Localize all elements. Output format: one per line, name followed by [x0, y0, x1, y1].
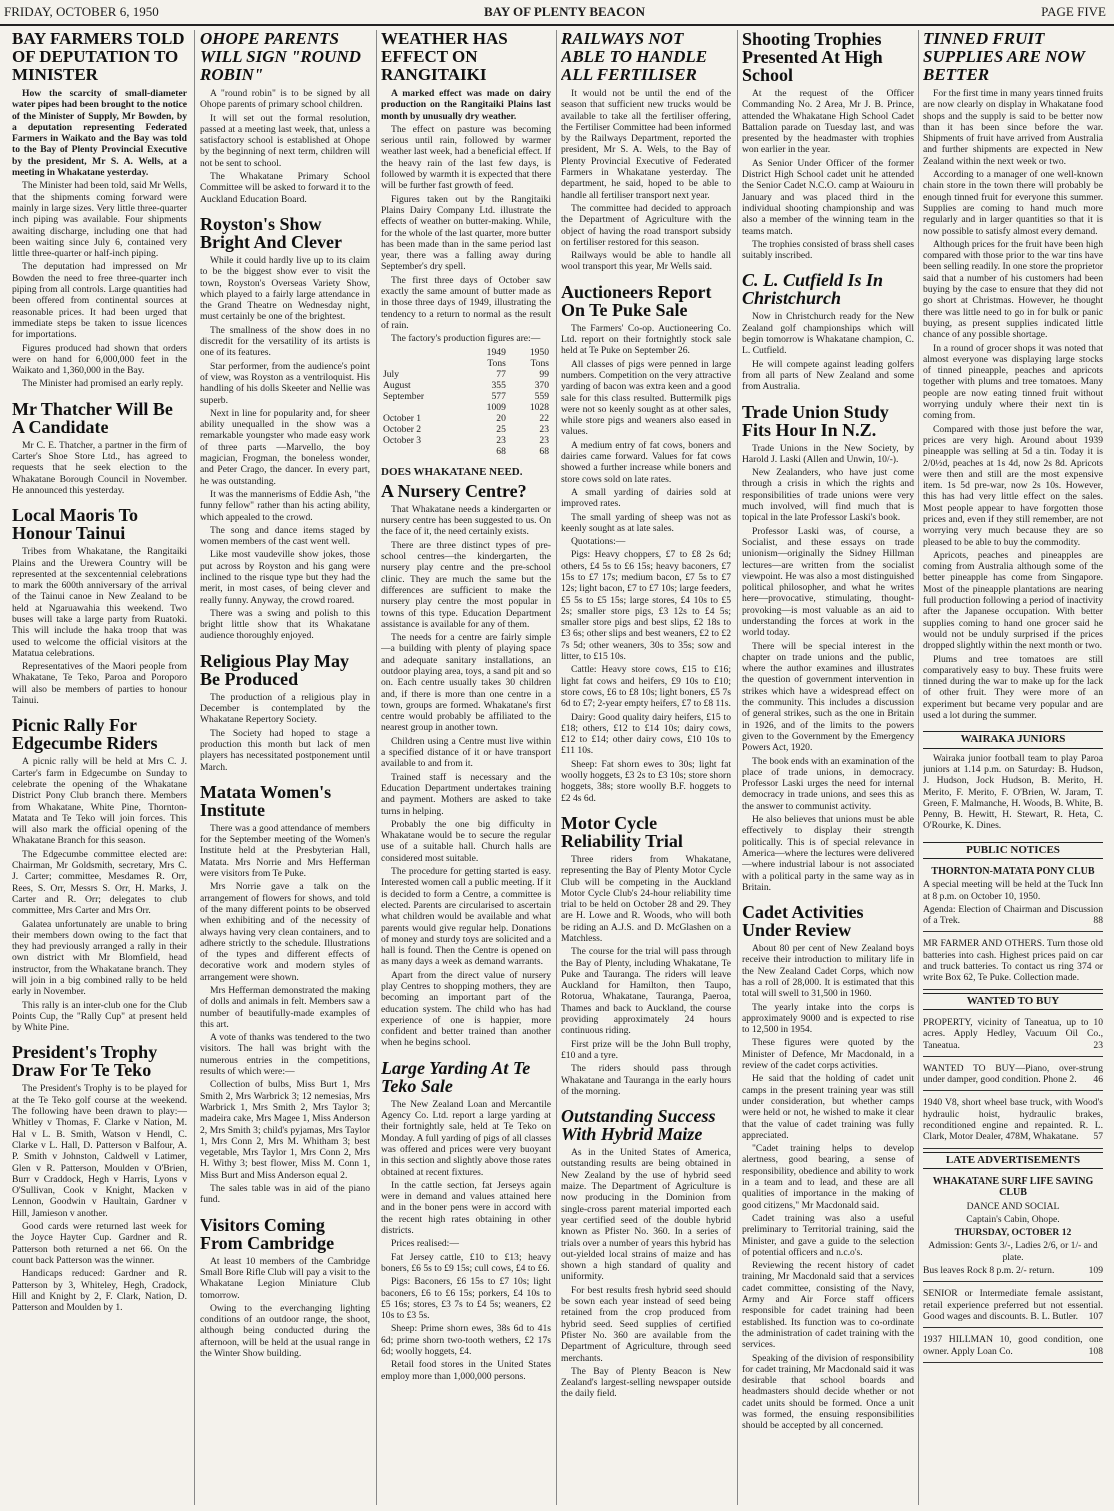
paragraph: It will set out the formal resolution, passed at a meeting last week, that, unless a satisfactory school is established at Ohope by the beginning of next term, children will not be sent to school.: [200, 112, 370, 169]
column-rule: [918, 30, 919, 1505]
paragraph: Next in line for popularity and, for sheer ability unequalled in the show was a remarkable youngster who made easy work of three parts —Marvello, the boy magician, Frogman, the boneless wonder, and Peter Crago, the dancer. In every part, he was outstanding.: [200, 407, 370, 487]
paragraph: Mr C. E. Thatcher, a partner in the firm of Carter's Shoe Store Ltd., has agreed to requests that he seek election to the Whakatane Borough Council in November. He announced this yesterday.: [12, 439, 187, 496]
paragraph: Speaking of the division of responsibility for cadet training, Mr Macdonald said it was desirable that school boards and headmasters should decide whether or not cadet units should be formed. Once a unit was formed, the ensuing responsibilities should be accepted by all concerned.: [742, 1352, 914, 1432]
paragraph: The effect on pasture was becoming serious until rain, followed by warmer weather last week, had a beneficial effect. If the heavy rain of the last few days, is followed by warmth it is expected that there will be further fast growth of feed.: [381, 123, 551, 192]
headline: Royston's Show Bright And Clever: [200, 213, 342, 252]
paragraph: Professor Laski was, of course, a Socialist, and these essays on trade unionism—originally the Sidney Hillman lectures—are written from the socialist viewpoint. He was also a most distinguished political philosopher, and what he writes here—provocative, stimulating, thought-provoking—is most valuable as an aid to understanding the forces at work in the world today.: [742, 525, 914, 639]
article-lead: A marked effect was made on dairy production on the Rangitaiki Plains last month by unusually dry weather.: [381, 88, 551, 122]
paragraph: Cadet training was also a useful preliminary to Territorial training, said the Minister, and gave a guide to the selection of potential officers and n.c.o's.: [742, 1212, 914, 1258]
article: [561, 30, 731, 273]
headline: Large Yarding At Te Teko Sale: [381, 1057, 531, 1096]
headline: WEATHER HAS EFFECT ON RANGITAIKI: [381, 30, 508, 84]
paragraph: The song and dance items staged by women members of the cast went well.: [200, 524, 370, 548]
ad-body: SENIOR or Intermediate female assistant, retail experience preferred but not essential. Good wages and discounts. B. L. Butler.: [923, 1288, 1103, 1322]
table-cell: [381, 446, 465, 457]
article: [12, 30, 187, 390]
paragraph: As in the United States of America, outstanding results are being obtained in New Zealand by the use of hybrid seed maize. The Department of Agriculture is now producing in the Dominion from single-cross parent material imported each year certified seed of the double hybrid known as Pfister No. 360. In a series of trials over a number of years this hybrid has out-yielded local strains of maize and has shown a high standard of quality and uniformity.: [561, 1147, 731, 1283]
article: [200, 30, 370, 205]
article: [561, 1107, 731, 1400]
table-cell: 23: [496, 434, 506, 446]
paragraph: Tribes from Whakatane, the Rangitaiki Plains and the Urewera Country will be represented at the sexcentennial celebrations to mark the 600th anniversary of the arrival of the Tainui canoe in New Zealand to be held at Ngaruawahia this weekend. Two buses will take a large party from Ruatoki. This will include the haka troop that was used to welcome the official visitors at the Matatua celebrations.: [12, 546, 187, 659]
table-cell: 20: [496, 412, 506, 424]
column-rule: [556, 30, 557, 1505]
page-number: PAGE FIVE: [1041, 4, 1106, 19]
paragraph: Dairy: Good quality dairy heifers, £15 to £18; others, £12 to £14 10s; dairy cows, £12 to £14; other dairy cows, £10 10s to £11 10s.: [561, 711, 731, 757]
production-table: [381, 347, 551, 457]
paragraph: Cattle: Heavy store cows, £15 to £16; light fat cows and heifers, £9 10s to £10; store cows, £6 to £8 10s; light boners, £5 7s 6d to £7; 2-year empty heifers, £7 to £8 11s.: [561, 664, 731, 710]
ad-text: [923, 904, 1103, 927]
paragraph: Trained staff is necessary and the Education Department undertakes training and payment. Mothers are asked to take turns in helping.: [381, 771, 551, 817]
paragraph: Like most vaudeville show jokes, those put across by Royston and his gang were inclined to the risque type but they had the merit, in most cases, of being clever and really funny. Anyway, the crowd roared.: [200, 549, 370, 606]
table-cell: [381, 347, 465, 358]
paragraph: The smallness of the show does in no discredit for the versatility of its artists is one of its features.: [200, 324, 370, 359]
paragraph: He also believes that unions must be able effectively to display their strength politically. This is of special relevance in America—where the lectures were delivered—where industrial labour is not associated with a political party in the same way as in Britain.: [742, 814, 914, 893]
paragraph: The committee had decided to approach the Department of Agriculture with the object of having the road transport subsidy on fertiliser restored for this season.: [561, 202, 731, 248]
column-6: [923, 30, 1103, 1508]
table-cell: Tons: [487, 357, 506, 369]
table-cell: 1949: [486, 346, 506, 358]
headline: Trade Union Study Fits Hour In N.Z.: [742, 401, 889, 440]
paragraph: Apricots, peaches and pineapples are coming from Australia although some of the better pineapple has come from Singapore. Most of the pineapple plantations are nearing full production following a period of inactivity after the Japanese occupation. With better supplies coming to hand one grocer said he would not be unduly surprised if the prices dropped slightly within the next month or two.: [923, 549, 1103, 652]
paragraph: The Minister had been told, said Mr Wells, that the shipments coming forward were mainly in large sizes. Very little three-quarter inch piping was available. Four shipments awaiting discharge, including one that had been waiting since July 6, contained very little three-quarter or half-inch piping.: [12, 180, 187, 260]
paragraph: The sales table was in aid of the piano fund.: [200, 1183, 370, 1206]
article: [12, 716, 187, 1033]
article: [12, 506, 187, 706]
table-cell: 1028: [529, 401, 549, 413]
headline: OHOPE PARENTS WILL SIGN "ROUND ROBIN": [200, 30, 361, 84]
paragraph: First prize will be the John Bull trophy, £10 and a tyre.: [561, 1038, 731, 1061]
paragraph: Representatives of the Maori people from Whakatane, Te Teko, Paroa and Poroporo will also be members of parties to honour Tainui.: [12, 661, 187, 707]
ad-agenda: Agenda: Election of Chairman and Discussion of a Trek.: [923, 903, 1103, 927]
paragraph: A picnic rally will be held at Mrs C. J. Carter's farm in Edgecumbe on Sunday to celebrate the opening of the Whakatane District Pony Club branch there. Members from Whakatane, White Pine, Thornton-Matata and Te Teko will join forces. This will also mark the official opening of the Whakatane Branch for this season.: [12, 756, 187, 847]
paragraph: Prices realised:—: [391, 1238, 459, 1250]
paragraph: As Senior Under Officer of the former District High School cadet unit he attended the Senior Cadet N.C.O. camp at Waiouru in January and was placed third in the individual shooting championship and was also a member of the winning team in the teams match.: [742, 157, 914, 237]
paragraph: Trade Unions in the New Society, by Harold J. Laski (Allen and Unwin, 10/-).: [742, 442, 914, 465]
masthead: [0, 0, 1114, 26]
paragraph: Children using a Centre must live within a specified distance of it or have transport available to and from it.: [381, 735, 551, 770]
column-rule: [376, 30, 377, 1505]
paragraph: For best results fresh hybrid seed should be sown each year instead of seed being retained from the crop produced from hybrid seed. Seed supplies of certified Pfister No. 360 are available from the Department of Agriculture, through seed merchants.: [561, 1284, 731, 1364]
headline: Religious Play May Be Produced: [200, 650, 349, 689]
paragraph: Owing to the everchanging lighting conditions of an outdoor range, the shoot, although being conducted during the afternoon, will be held at the usual range in the Winter Show building.: [200, 1302, 370, 1360]
paragraph: The Whakatane Primary School Committee will be asked to forward it to the Auckland Education Board.: [200, 171, 370, 205]
ad-batteries: [923, 935, 1103, 989]
ad-body: 1940 V8, short wheel base truck, with Wood's hydraulic hoist, hydraulic brakes, reconditioned engine and repainted. R. L. Clark, Motor Dealer, 478M, Whakatane.: [923, 1097, 1103, 1143]
paragraph: It would not be until the end of the season that sufficient new trucks would be available to take all the fertiliser offering, the Fertiliser Committee had been informed by the Railways Department, reported the president, Mr S. A. Wels, to the Bay of Plenty Provincial Executive of Federated Farmers in Whakatane yesterday. The department, he said, hoped to be able to handle all fertiliser transport next year.: [561, 88, 731, 201]
ad-text: [923, 1063, 1103, 1086]
ad-title: WHAKATANE SURF LIFE SAVING CLUB: [932, 1175, 1094, 1199]
article: [742, 903, 914, 1431]
article-lead: How the scarcity of small-diameter water pipes had been brought to the notice of the Minister of Supply, Mr Bowden, by a deputation representing Federated Farmers in Waikato and the Bay was told to the Bay of Plenty Provincial Executive by the president, Mr S. A. Wells, at a meeting in Whakatane yesterday.: [12, 88, 187, 179]
late-ads-heading: LATE ADVERTISEMENTS: [923, 1152, 1103, 1169]
article-tinned-fruit: [923, 30, 1103, 721]
paragraph: A medium entry of fat cows, boners and dairies came forward. Values for fat cows showed a further increase while boners and store cows sold on late rates.: [561, 439, 731, 485]
ad-body: 1937 HILLMAN 10, good condition, one owner. Apply Loan Co.: [923, 1334, 1103, 1357]
paragraph: There will be special interest in the chapter on trade unions and the public, where the author examines and illustrates the question of government intervention in strikes which have a widespread effect on the community. This includes a discussion of general strikes, such as the one in Britain in 1926, and of the limits to the powers given to the Government by the Emergency Powers Act, 1920.: [742, 640, 914, 754]
ad-line: Admission: Gents 3/-, Ladies 2/6, or 1/- and plate.: [928, 1240, 1098, 1263]
paragraph: A small yarding of dairies sold at improved rates.: [561, 486, 731, 510]
article: [200, 215, 370, 642]
classified-ad: [923, 1285, 1103, 1328]
headline: Shooting Trophies Presented At High School: [742, 30, 883, 85]
paper-name: BAY OF PLENTY BEACON: [484, 4, 645, 19]
paragraph: He said that the holding of cadet unit camps in the present training year was still under consideration, but whether camps were held or not, he wished to make it clear that the value of cadet training was fully appreciated.: [742, 1073, 914, 1141]
paragraph: A "round robin" is to be signed by all Ohope parents of primary school children.: [200, 88, 370, 111]
table-row: [381, 358, 551, 369]
article: [742, 271, 914, 392]
paragraph: The New Zealand Loan and Mercantile Agency Co. Ltd. report a large yarding at their fortnightly sale, held at Te Teko on Monday. A full yarding of pigs of all classes was offered and prices were very buoyant in this section and slightly above those rates obtained at recent fixtures.: [381, 1098, 551, 1178]
ad-text: [923, 1017, 1103, 1051]
article-wairaka-juniors: [923, 731, 1103, 831]
paragraph: For the first time in many years tinned fruits are now clearly on display in Whakatane food shops and the supply is said to be better now than it has been since before the war. Shipments of fruit have arrived from Australia and further shipments are expected in New Zealand within the next week or two.: [923, 88, 1103, 167]
ad-text: [923, 1288, 1103, 1322]
headline: TINNED FRUIT SUPPLIES ARE NOW BETTER: [923, 30, 1085, 84]
column-5: [742, 30, 914, 1508]
table-row: [381, 380, 551, 391]
paragraph: Reviewing the recent history of cadet training, Mr Macdonald said that a services cadet committee, consisting of the Navy, Army and Air Force staff officers responsible for cadet training had been established. Its function was to co-ordinate the administration of cadet training with the services.: [742, 1260, 914, 1351]
ad-line: Bus leaves Rock 8 p.m. 2/- return.: [923, 1265, 1055, 1277]
table-cell: 25: [496, 423, 506, 435]
paragraph: About 80 per cent of New Zealand boys receive their introduction to military life in the New Zealand Cadet Corps, which now has a roll of 28,000. It is estimated that this total will swell to 31,500 in 1960.: [742, 943, 914, 1000]
table-cell: 99: [539, 368, 549, 380]
table-cell: October 2: [383, 423, 422, 435]
ad-number: 109: [1088, 1265, 1103, 1277]
paragraph: Mrs Hefferman demonstrated the making of dolls and animals in felt. Members saw a number of beautifully-made examples of this art.: [200, 985, 370, 1030]
table-cell: August: [383, 379, 411, 391]
article: [742, 403, 914, 894]
table-cell: October 1: [383, 412, 422, 424]
table-row: [381, 391, 551, 402]
ad-body: WANTED TO BUY—Piano, over-strung under damper, good condition. Phone 2.: [923, 1062, 1103, 1086]
headline: President's Trophy Draw For Te Teko: [12, 1042, 158, 1081]
paragraph: These figures were quoted by the Minister of Defence, Mr Macdonald, in a review of the cadet corps activities.: [742, 1037, 914, 1072]
paragraph: Now in Christchurch ready for the New Zealand golf championships which will begin tomorrow is Whakatane champion, C. L. Cutfield.: [742, 311, 914, 357]
headline: BAY FARMERS TOLD OF DEPUTATION TO MINISTER: [12, 30, 185, 84]
paragraph: Handicaps reduced: Gardner and R. Patterson by 3, Whiteley, Hegh, Cradock, Hill and Knight by 2, F. Clark, Nation, D. Patterson and Moulden by 1.: [12, 1268, 187, 1314]
paragraph: The procedure for getting started is easy. Interested women call a public meeting. If it is decided to form a Centre, a committee is elected. Parents are circularised to ascertain what children would be available and what parents would give regular help. Donations of money and sturdy toys are solicited and a hall is found. Then the Centre is opened on as many days a week as demand warrants.: [381, 866, 551, 968]
ad-number: 57: [1093, 1131, 1103, 1143]
ad-text: A special meeting will be held at the Tuck Inn at 8 p.m. on October 10, 1950.: [923, 879, 1103, 902]
paragraph: Good cards were returned last week for the Joyce Hayter Cup. Gardner and R. Patterson both returned a net 66. On the count back Patterson was the winner.: [12, 1221, 187, 1266]
article: [742, 30, 914, 261]
classified-ad: [923, 1060, 1103, 1092]
table-row: [381, 413, 551, 424]
classified-ad: [923, 1014, 1103, 1057]
paragraph: Figures taken out by the Rangitaiki Plains Dairy Company Ltd. illustrate the effects of weather on butter-making. While, for the whole of the last quarter, more butter has been made than in the same period last year, there was a falling away during September's dry spell.: [381, 193, 551, 273]
article: [381, 467, 551, 1049]
table-cell: 559: [534, 390, 549, 402]
table-cell: [381, 402, 465, 413]
table-row: [381, 446, 551, 457]
ad-surf-club: [923, 1173, 1103, 1282]
table-row: [381, 402, 551, 413]
table-cell: September: [383, 390, 425, 402]
paragraph: The deputation had impressed on Mr Bowden the need to free three-quarter inch piping from all controls. Large quantities had been offered from continental sources at reasonable prices. It had been urged that immediate steps be taken to issue licences for importations.: [12, 261, 187, 341]
wanted-heading: WANTED TO BUY: [923, 993, 1103, 1010]
ad-number: 46: [1093, 1074, 1103, 1086]
classified-ad: [923, 1331, 1103, 1363]
paragraph: Pigs: Baconers, £6 15s to £7 10s; light baconers, £6 to £6 15s; porkers, £4 10s to £5 16s; stores, £3 7s to £4 5s; weaners, £2 10s to £3 5s.: [381, 1276, 551, 1322]
paragraph: In the cattle section, fat Jerseys again were in demand and values attained here and in the boner pens were in accord with the recent high rates obtaining in other districts.: [381, 1179, 551, 1237]
paragraph: He will compete against leading golfers from all parts of New Zealand and some from Australia.: [742, 358, 914, 393]
paragraph: The trophies consisted of brass shell cases suitably inscribed.: [742, 238, 914, 262]
table-cell: 370: [534, 379, 549, 391]
paragraph: Compared with those just before the war, prices are very high. Around about 1939 pineapple was selling at 5d a tin. Today it is 2/0½d, peaches at 1s 4d, now 2s 8d. Apricots were then and still are the most expensive item. 1s 5d pre-war, now 2s 10s. However, this has had very little effect on the sales. Most people appear to have forgotten those prices and, even if they still remember, are not worrying very much because they are so pleased to be able to buy the commodity.: [923, 423, 1103, 548]
paragraph: At least 10 members of the Cambridge Small Bore Rifle Club will pay a visit to the Whakatane Legion Miniature Club tomorrow.: [200, 1255, 370, 1301]
article: [561, 283, 731, 804]
paragraph: Apart from the direct value of nursery play Centres to shopping mothers, they are becoming an important part of the education system. The child who has had experience of one is happier, more confident and better trained than another when he begins school.: [381, 969, 551, 1049]
paragraph: The Bay of Plenty Beacon is New Zealand's largest-selling newspaper outside the daily field.: [561, 1365, 731, 1400]
ad-title: THORNTON-MATATA PONY CLUB: [931, 866, 1095, 877]
ad-text: [923, 1334, 1103, 1357]
table-cell: 68: [496, 445, 506, 457]
article: [561, 814, 731, 1097]
paragraph: Collection of bulbs, Miss Burt 1, Mrs Smith 2, Mrs Warbrick 3; 12 nemesias, Mrs Warbrick 1, Mrs Smith 2, Mrs Taylor 3; madeira cake, Mrs Magee 1, Miss Anderson 2, Mrs Smith 3; child's pyjamas, Mrs Taylor 1, Mrs Conn 2, Mrs M. Whitham 3; best vegetable, Mrs Taylor 1, Mrs Conn 2, Mrs H. Withy 3; best flower, Miss M. Conn 1, Miss Burt and Miss Anderson equal 2.: [200, 1079, 370, 1181]
paragraph: The Farmers' Co-op. Auctioneering Co. Ltd. report on their fortnightly stock sale held at Te Puke on September 26.: [561, 322, 731, 357]
table-cell: Tons: [530, 357, 549, 369]
paragraph: A vote of thanks was tendered to the two visitors. The hall was bright with the numerous entries in the competitions, results of which were:—: [200, 1032, 370, 1078]
paragraph: Mrs Norrie gave a talk on the arrangement of flowers for shows, and told of the many different points to be observed when exhibiting and of the necessity of always having very clean containers, and to adhere strictly to the schedule. Illustrations of the types and different effects of decorative work and modern styles of arrangement were shown.: [200, 881, 370, 983]
issue-date: FRIDAY, OCTOBER 6, 1950: [4, 4, 159, 19]
headline: C. L. Cutfield Is In Christchurch: [742, 270, 884, 309]
paragraph: The Society had hoped to stage a production this month but lack of men players has necessitated postponement until March.: [200, 727, 370, 773]
paragraph: At the request of the Officer Commanding No. 2 Area, Mr J. B. Prince, attended the Whakatane High School Cadet Battalion parade on Tuesday last, and was presented by the headmaster with trophies won earlier in the year.: [742, 88, 914, 156]
ad-number: 88: [1093, 915, 1103, 927]
table-cell: 22: [539, 412, 549, 424]
table-cell: 1009: [486, 401, 506, 413]
ad-number: 108: [1088, 1345, 1103, 1357]
table-cell: 23: [539, 434, 549, 446]
paragraph: Star performer, from the audience's point of view, was Royston as a ventriloquist. His handling of his dolls Skeeter and Nellie was superb.: [200, 360, 370, 406]
ad-text: MR FARMER AND OTHERS. Turn those old batteries into cash. Highest prices paid on car and truck batteries. To contact us ring 374 or write Box 62, Te Puke. Collection made.: [923, 938, 1103, 984]
paragraph: The book ends with an examination of the place of trade unions, in democracy. Professor Laski urges the need for internal democracy in trade unions, and sees this as the answer to communist activity.: [742, 755, 914, 812]
paragraph: Fat Jersey cattle, £10 to £13; heavy boners, £6 5s to £9 15s; cull cows, £4 to £6.: [381, 1251, 551, 1274]
ad-number: 23: [1093, 1039, 1103, 1051]
headline: Auctioneers Report On Te Puke Sale: [561, 281, 712, 320]
table-cell: 68: [539, 445, 549, 457]
table-cell: October 3: [383, 434, 422, 446]
ad-text: [923, 1097, 1103, 1142]
paragraph: Pigs: Heavy choppers, £7 to £8 2s 6d; others, £4 5s to £6 15s; heavy baconers, £7 15s to £7 17s; medium bacon, £7 5s to £7 12s; light bacon, £7 to £7 10s; large feeders, £5 5s to £5 15s; large stores, £4 10s to £5 2s; smaller store pigs, £3 12s to £4 5s; smaller store pigs and best slips, £2 18s to £3 6s; other slips and best weaners, £2 to £2 7s 5d; other weaners, 30s to 35s; sow and litter, to £15 10s.: [561, 549, 731, 663]
ad-line: Captain's Cabin, Ohope.: [966, 1213, 1060, 1225]
headline: WAIRAKA JUNIORS: [923, 731, 1103, 748]
column-rule: [737, 30, 738, 1505]
column-2: [200, 30, 370, 1508]
classified-ad: [923, 1094, 1103, 1148]
headline: Local Maoris To Honour Tainui: [12, 505, 139, 544]
article: [381, 30, 551, 457]
paragraph: "Cadet training helps to develop alertness, good bearing, a sense of responsibility, obedience and ability to work in a team and to lead, and these are all qualities of importance in the making of good citizens," Mr Macdonald said.: [742, 1143, 914, 1211]
headline: Motor Cycle Reliability Trial: [561, 812, 683, 851]
article: [12, 400, 187, 496]
paragraph: Sheep: Prime shorn ewes, 38s 6d to 41s 6d; prime shorn two-tooth wethers, £2 17s 6d; woolly hoggets, £4.: [381, 1323, 551, 1358]
table-row: [381, 435, 551, 446]
paragraph: There was a good attendance of members for the September meeting of the Women's Institute held at the Presbyterian Hall, Matata. Mrs Norrie and Mrs Hefferman were visitors from Te Puke.: [200, 822, 370, 880]
paragraph: There are three distinct types of pre-school centres—the kindergarten, the nursery play centre and the pre-school clinic. They are much the same but the differences are sufficient to make the nursery play centre the most popular in towns of this type. Education Department assistance is available for any of them.: [381, 539, 551, 630]
paragraph: The course for the trial will pass through the Bay of Plenty, including Whakatane, Te Puke and Tauranga. The riders will leave Auckland for Hamilton, then Taupo, Rotorua, Whakatane, Tauranga, Paeroa, Thames and back to Auckland, the course providing approximately 24 hours continuous riding.: [561, 946, 731, 1037]
table-row: [381, 347, 551, 358]
paragraph: This rally is an inter-club one for the Club Points Cup, the "Rally Cup" at present held by White Pine.: [12, 999, 187, 1034]
table-cell: 577: [491, 390, 506, 402]
paragraph: There was a swing and polish to this bright little show that its Whakatane audience thoroughly enjoyed.: [200, 607, 370, 642]
table-cell: [381, 358, 465, 369]
paragraph: Wairaka junior football team to play Paroa juniors at 1.14 p.m. on Saturday: B. Hudson, J. Hudson, Jock Hudson, B. Merito, H. Merito, F. Merito, F. O'Brien, W. Jaram, T. Green, F. Malmanche, H. Woods, B. White, B. Penny, B. Hewitt, H. Stewart, R. Heta, C. O'Rourke, K. Dines.: [923, 752, 1103, 832]
ad-body: PROPERTY, vicinity of Taneatua, up to 10 acres. Apply Hedley, Vacuum Oil Co., Taneatua.: [923, 1016, 1103, 1051]
paragraph: New Zealanders, who have just come through a crisis in which the rights and responsibilities of trade unions were very much involved, will find much that is topical in the late Professor Laski's book.: [742, 467, 914, 524]
ad-pony-club: [923, 863, 1103, 932]
column-rule: [194, 30, 195, 1505]
article: [200, 783, 370, 1206]
paragraph: Retail food stores in the United States employ more than 1,000,000 persons.: [381, 1359, 551, 1382]
paragraph: According to a manager of one well-known chain store in the town there will probably be enough tinned fruit for everyone this summer. Supplies are coming to hand much more regularly and in larger quantities so that it is now possible to satisfy almost every demand.: [923, 169, 1103, 237]
table-row: [381, 424, 551, 435]
headline: RAILWAYS NOT ABLE TO HANDLE ALL FERTILISER: [561, 30, 708, 84]
ad-line: [923, 1265, 1103, 1276]
paragraph: The factory's production figures are:—: [391, 333, 541, 345]
headline: Visitors Coming From Cambridge: [200, 1214, 335, 1253]
paragraph: The small yarding of sheep was not as keenly sought as at late sales.: [561, 511, 731, 534]
article: [12, 1043, 187, 1313]
headline: Picnic Rally For Edgecumbe Riders: [12, 715, 158, 754]
table-cell: July: [383, 368, 399, 380]
paragraph: Galatea unfortunately are unable to bring their members down owing to the fact that they had previously arranged a rally in their own district with Mr Blomfield, head instructor, from the Whakatane branch. They will join in a big combined rally to be held early in November.: [12, 918, 187, 998]
paragraph: The needs for a centre are fairly simple—a building with plenty of playing space and adequate sanitary installations, an outdoor playing area, toys, a sand pit and so on. Each centre usually takes 30 children and, if there is more than one centre in a town, groups are formed. Whakatane's first centre would probably be affiliated to the nearest group in another town.: [381, 632, 551, 734]
paragraph: While it could hardly live up to its claim to be the biggest show ever to visit the town, Royston's Overseas Variety Show, which played to a fairly large attendance in the Grand Theatre on Wednesday night, must certainly be one of the brightest.: [200, 254, 370, 323]
article-kicker: DOES WHAKATANE NEED.: [381, 465, 523, 478]
paragraph: It was the mannerisms of Eddie Ash, "the funny fellow" rather than his acting ability, which appealed to the crowd.: [200, 488, 370, 523]
table-cell: 77: [496, 368, 506, 380]
paragraph: The Edgecumbe committee elected are: Chairman, Mr Goldsmith, secretary, Mrs C. J. Carter; committee, Mesdames R. Orr, Rees, S. Orr, Messrs S. Orr, H. Marks, J. Carter and R. Orr; delegates to club committee, Mrs Carter and Mrs Orr.: [12, 848, 187, 917]
article: [200, 1216, 370, 1360]
table-row: [381, 369, 551, 380]
paragraph: Sheep: Fat shorn ewes to 30s; light fat woolly hoggets, £3 2s to £3 10s; store shorn hoggets, 38s; store woolly B.F. hoggets to £2 4s 6d.: [561, 758, 731, 804]
article: [200, 652, 370, 773]
paragraph: The President's Trophy is to be played for at the Te Teko golf course at the weekend. The following have been drawn to play:— Whitley v Thomas, F. Clarke v Nation, M. Hal v L. B. Smith, Watson v Hendl, C. Clarke v L. Hall, D. Patterson v Balfour, A. P. Smith v Johnston, Caldwell v Latimer, Glen v R. Patterson, Moulden v O'Brien, Burr v Craddock, Hegh v Harris, Lyons v O'Sullivan, Cook v Knight, Macken v Lennon, Goodwin v Haultain, Gardner v Hill, Jamieson v another.: [12, 1083, 187, 1219]
headline: A Nursery Centre?: [381, 480, 527, 501]
article: [381, 1059, 551, 1382]
paragraph: The production of a religious play in December is contemplated by the Whakatane Repertory Society.: [200, 691, 370, 726]
paragraph: Probably the one big difficulty in Whakatane would be to secure the regular use of a suitable hall. Church halls are considered most suitable.: [381, 818, 551, 864]
headline: Mr Thatcher Will Be A Candidate: [12, 398, 173, 437]
paragraph: In a round of grocer shops it was noted that almost everyone was displaying large stocks of tinned pineapple, peaches and apricots together with plums and tree tomatoes. Many people are now eating tinned fruit without worrying unduly where their next tin is coming from.: [923, 342, 1103, 422]
paragraph: Quotations:—: [571, 536, 626, 548]
paragraph: The riders should pass through Whakatane and Tauranga in the early hours of the morning.: [561, 1063, 731, 1097]
headline: Cadet Activities Under Review: [742, 902, 864, 941]
table-cell: 23: [539, 423, 549, 435]
column-3: [381, 30, 551, 1508]
paragraph: Although prices for the fruit have been high compared with those prior to the war tins have been selling readily. In one store the proprietor said that a number of his customers had been buying by the case to ensure that they did not go short at Christmas. However, he thought there was little need to go in for bulk or panic buying, as present supplies indicated little chance of any possible shortage.: [923, 238, 1103, 341]
table-cell: 1950: [529, 346, 549, 358]
column-1: [12, 30, 187, 1508]
column-4: [561, 30, 731, 1508]
paragraph: That Whakatane needs a kindergarten or nursery centre has been suggested to us. On the face of it, the need certainly exists.: [381, 503, 551, 538]
ad-number: 107: [1088, 1310, 1103, 1322]
paragraph: All classes of pigs were penned in large numbers. Competition on the very attractive yarding of bacon was extra keen and a good sale for this class resulted. Buttermilk pigs were not so keenly sought as at other sales, while store pigs and weaners also eased in values.: [561, 358, 731, 438]
ad-line: DANCE AND SOCIAL: [966, 1200, 1060, 1212]
paragraph: Railways would be able to handle all wool transport this year, Mr Wells said.: [561, 250, 731, 273]
ad-line: THURSDAY, OCTOBER 12: [954, 1227, 1072, 1239]
paragraph: The Minister had promised an early reply.: [22, 378, 184, 390]
headline: Matata Women's Institute: [200, 781, 332, 820]
public-notices-heading: PUBLIC NOTICES: [923, 842, 1103, 859]
paragraph: Figures produced had shown that orders were on hand for 6,000,000 feet in the Waikato and 1,360,000 in the Bay.: [12, 342, 187, 377]
table-cell: 355: [491, 379, 506, 391]
paragraph: Plums and tree tomatoes are still comparatively easy to buy. These fruits were tinned during the war to make up for the lack of other fruit. They were more of an experiment but became very popular and are used a lot during the summer.: [923, 653, 1103, 722]
headline: Outstanding Success With Hybrid Maize: [561, 1106, 716, 1145]
paragraph: The yearly intake into the corps is approximately 9000 and is expected to rise to 12,500 in 1954.: [742, 1001, 914, 1036]
paragraph: The first three days of October saw exactly the same amount of butter made as in those three days of 1949, illustrating the tendency to a return to normal as the result of rain.: [381, 274, 551, 331]
paragraph: Three riders from Whakatane, representing the Bay of Plenty Motor Cycle Club will be competing in the Auckland Motor Cycle Club's 24-hour reliability time trial to be held on October 28 and 29. They are H. Lowe and R. Woods, who will both be riding an A.J.S. and D. McGlashen on a Matchless.: [561, 853, 731, 944]
